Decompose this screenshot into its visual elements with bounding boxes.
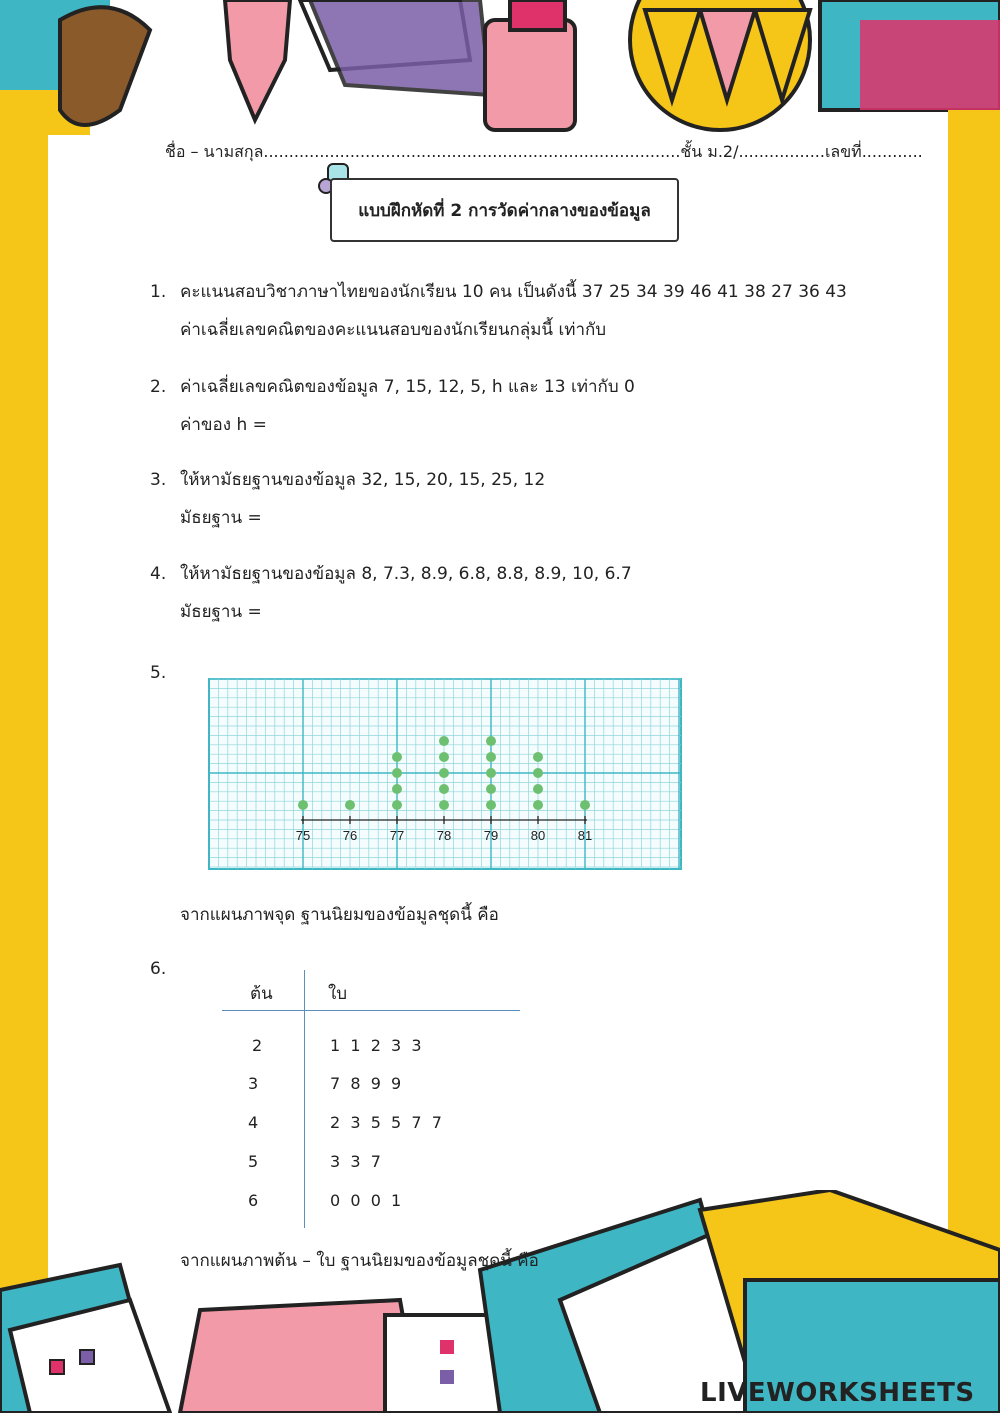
data-dot [345, 800, 355, 810]
data-dot [533, 800, 543, 810]
data-dot [392, 800, 402, 810]
leaf-values: 3 3 7 [330, 1152, 381, 1171]
leaf-values: 1 1 2 3 3 [330, 1036, 422, 1055]
worksheet-title-text: แบบฝึกหัดที่ 2 การวัดค่ากลางของข้อมูล [358, 200, 651, 221]
data-dot [486, 800, 496, 810]
question-prompt: ค่าเฉลี่ยเลขคณิตของคะแนนสอบของนักเรียนกลุ่มนี้ เท่ากับ [180, 320, 607, 340]
data-dot [580, 800, 590, 810]
x-tick-label: 80 [530, 828, 546, 843]
question-number: 2. [150, 377, 167, 397]
question-prompt: มัธยฐาน = [180, 602, 262, 622]
question-6-number: 6. [150, 959, 167, 979]
leaf-header: ใบ [328, 984, 348, 1004]
worksheet-title [330, 178, 679, 242]
data-dot [439, 752, 449, 762]
question-prompt: ค่าของ h = [180, 415, 267, 435]
question-text: ให้หามัธยฐานของข้อมูล 8, 7.3, 8.9, 6.8, 8.8, 8.9, 10, 6.7 [180, 564, 632, 584]
data-dot [486, 784, 496, 794]
data-dot [439, 784, 449, 794]
x-tick-label: 76 [342, 828, 358, 843]
stem-leaf-plot [222, 970, 522, 1228]
question-1 [150, 273, 847, 349]
data-dot [439, 800, 449, 810]
stem-value: 4 [248, 1113, 259, 1132]
leaf-values: 7 8 9 9 [330, 1074, 402, 1093]
stem-value: 2 [252, 1036, 263, 1055]
x-tick-label: 78 [436, 828, 452, 843]
stem-value: 3 [248, 1074, 259, 1093]
question-2 [150, 368, 635, 444]
question-number: 1. [150, 282, 167, 302]
data-dot [533, 784, 543, 794]
data-dot [533, 752, 543, 762]
data-dot [392, 752, 402, 762]
x-tick-label: 81 [577, 828, 593, 843]
question-3 [150, 461, 545, 537]
stem-value: 5 [248, 1152, 259, 1171]
top-decoration [0, 0, 1000, 135]
data-dot [486, 768, 496, 778]
question-5-caption [150, 896, 499, 934]
data-dot [486, 752, 496, 762]
dot-plot-chart [208, 678, 682, 870]
question-text: ค่าเฉลี่ยเลขคณิตของข้อมูล 7, 15, 12, 5, h และ 13 เท่ากับ 0 [180, 377, 635, 397]
question-text: ให้หามัธยฐานของข้อมูล 32, 15, 20, 15, 25, 12 [180, 470, 546, 490]
question-text: คะแนนสอบวิชาภาษาไทยของนักเรียน 10 คน เป็นดังนี้ 37 25 34 39 46 41 38 27 36 43 [180, 282, 847, 302]
data-dot [392, 768, 402, 778]
leaf-values: 0 0 0 1 [330, 1191, 402, 1210]
question-number: 3. [150, 470, 167, 490]
data-dot [439, 768, 449, 778]
stem-leaf-header-rule [222, 1010, 520, 1011]
data-dot [392, 784, 402, 794]
data-dot [533, 768, 543, 778]
stem-header: ต้น [250, 984, 273, 1004]
stem-leaf-divider [304, 970, 305, 1228]
question-prompt: มัธยฐาน = [180, 508, 262, 528]
question-6-caption [150, 1242, 539, 1280]
liveworksheets-logo: LIVEWORKSHEETS [700, 1378, 975, 1408]
question-prompt: จากแผนภาพต้น – ใบ ฐานนิยมของข้อมูลชุดนี้ คือ [180, 1251, 539, 1271]
x-tick-label: 79 [483, 828, 499, 843]
student-info-line: ชื่อ – นามสกุล..................................................................................ชั้น ม.2/.................เลขที่............ [165, 142, 923, 161]
question-4 [150, 555, 632, 631]
question-number: 4. [150, 564, 167, 584]
school-supplies-illustration [0, 0, 1000, 135]
stem-value: 6 [248, 1191, 259, 1210]
data-dot [298, 800, 308, 810]
x-tick-label: 77 [389, 828, 405, 843]
data-dot [486, 736, 496, 746]
question-prompt: จากแผนภาพจุด ฐานนิยมของข้อมูลชุดนี้ คือ [180, 905, 499, 925]
data-dot [439, 736, 449, 746]
question-5-number: 5. [150, 663, 167, 683]
leaf-values: 2 3 5 5 7 7 [330, 1113, 442, 1132]
x-tick-label: 75 [295, 828, 311, 843]
